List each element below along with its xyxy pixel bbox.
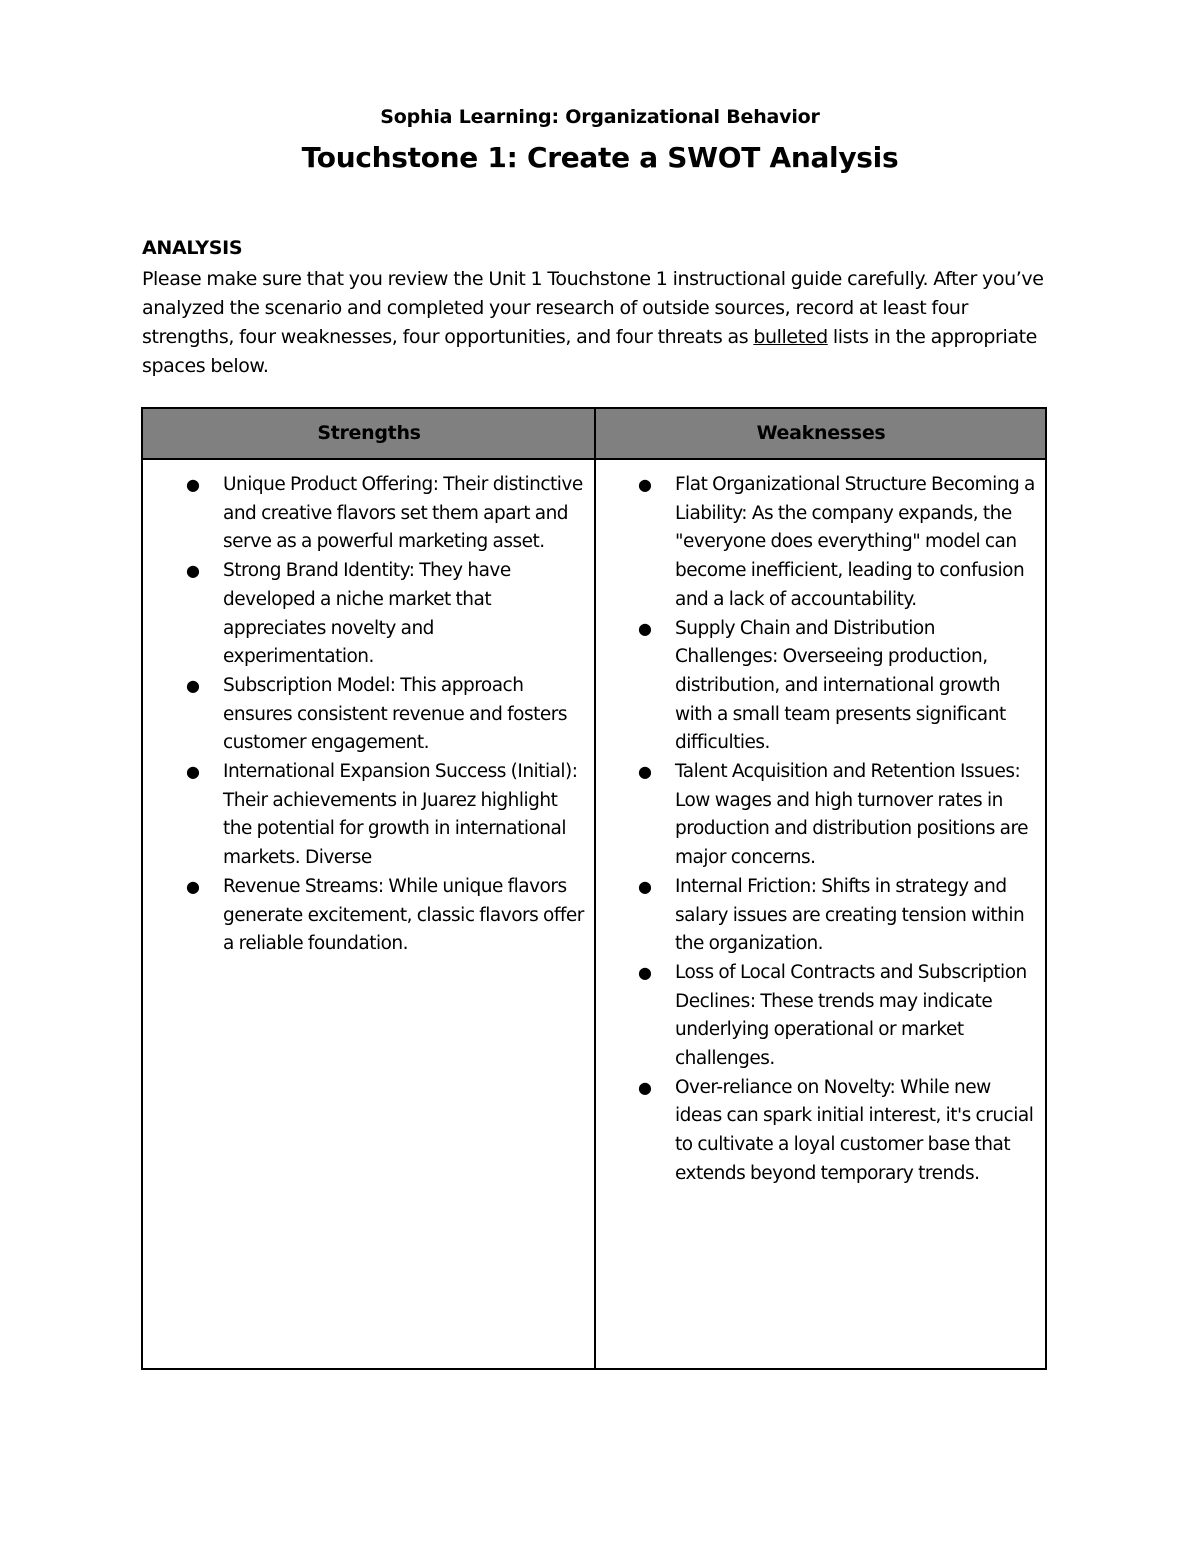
list-item: ● Unique Product Offering: Their distinctive and creative flavors set them apart and serve as a powerful marketing asset.: [183, 471, 588, 557]
instructions-text-start: Please make sure that you review the Unit 1 Touchstone 1 instructional guide carefully. After you’ve analyzed the scenario and completed your research of outside sources, record at least four strengths, four weaknesses, four opportunities, and four threats as: [142, 268, 1044, 348]
bullet-icon: ●: [186, 675, 200, 695]
list-item: ● Flat Organizational Structure Becoming a Liability: As the company expands, the "everyone does everything" model can become inefficient, leading to confusion and a lack of accountability.: [635, 471, 1040, 615]
bullet-icon: ●: [638, 618, 652, 638]
list-item: ● Subscription Model: This approach ensures consistent revenue and fosters customer engagement.: [183, 672, 588, 758]
instructions-underlined-word: bulleted: [753, 326, 828, 348]
course-title: Sophia Learning: Organizational Behavior: [380, 106, 820, 128]
instructions-text-end: lists in the appropriate spaces below.: [142, 326, 1037, 377]
list-item: ● International Expansion Success (Initial): Their achievements in Juarez highlight the potential for growth in international markets. Diverse: [183, 758, 588, 873]
analysis-instructions: [142, 265, 1052, 381]
bullet-icon: ●: [638, 762, 652, 782]
strengths-heading: Strengths: [317, 422, 421, 444]
bullet-icon: ●: [638, 475, 652, 494]
page-title: Touchstone 1: Create a SWOT Analysis: [301, 141, 899, 174]
bullet-icon: ●: [638, 1077, 652, 1097]
bullet-icon: ●: [186, 561, 200, 581]
weaknesses-list: [635, 471, 1040, 1189]
list-item: ● Supply Chain and Distribution Challenges: Overseeing production, distribution, and international growth with a small team presents significant difficulties.: [635, 615, 1040, 759]
list-item: ● Strong Brand Identity: They have developed a niche market that appreciates novelty and experimentation.: [183, 557, 588, 672]
list-item: ● Talent Acquisition and Retention Issues: Low wages and high turnover rates in production and distribution positions are major concerns.: [635, 758, 1040, 873]
bullet-icon: ●: [186, 475, 200, 494]
weaknesses-cell: [635, 471, 1040, 1189]
bullet-icon: ●: [638, 876, 652, 896]
bullet-icon: ●: [638, 962, 652, 982]
list-item: ● Loss of Local Contracts and Subscription Declines: These trends may indicate underlying operational or market challenges.: [635, 959, 1040, 1074]
analysis-heading: ANALYSIS: [142, 237, 243, 259]
column-divider: [594, 409, 596, 1368]
bullet-icon: ●: [186, 876, 200, 896]
list-item: ● Revenue Streams: While unique flavors generate excitement, classic flavors offer a reliable foundation.: [183, 873, 588, 959]
weaknesses-heading: Weaknesses: [756, 422, 886, 444]
strengths-list: [183, 471, 588, 959]
bullet-icon: ●: [186, 762, 200, 782]
strengths-cell: [183, 471, 588, 959]
list-item: ● Over-reliance on Novelty: While new ideas can spark initial interest, it's crucial to cultivate a loyal customer base that extends beyond temporary trends.: [635, 1074, 1040, 1189]
swot-table: [141, 407, 1047, 1370]
list-item: ● Internal Friction: Shifts in strategy and salary issues are creating tension within the organization.: [635, 873, 1040, 959]
